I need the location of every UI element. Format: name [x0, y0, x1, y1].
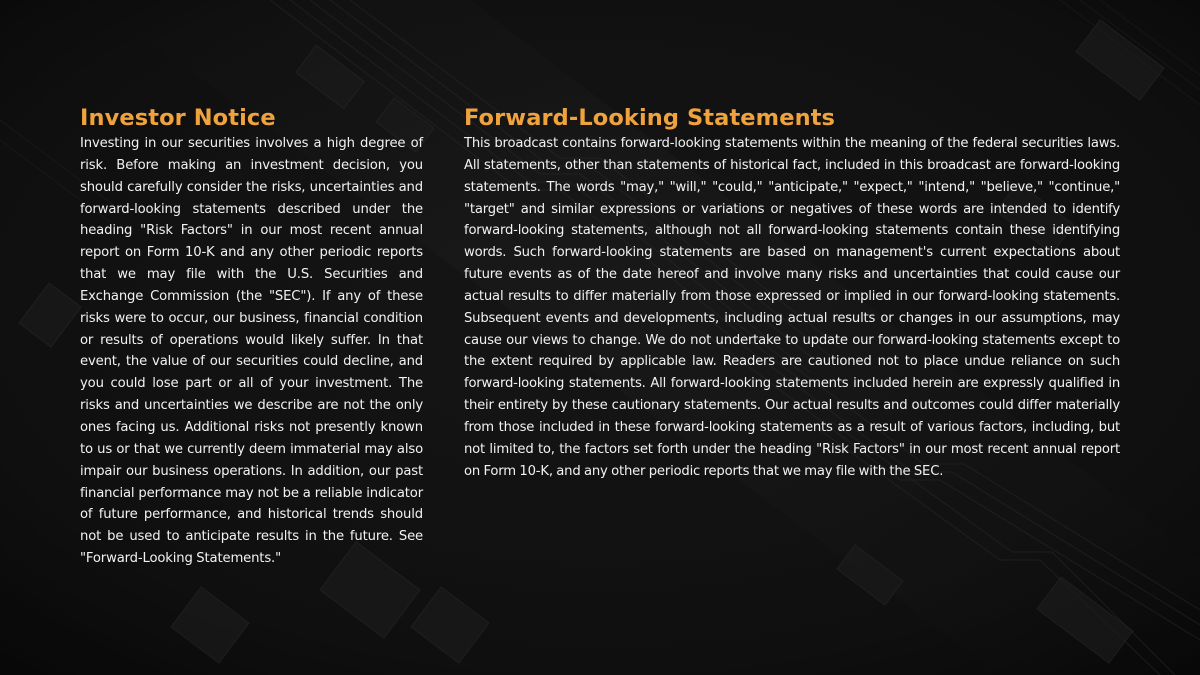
- investor-notice-body: Investing in our securities involves a high degree of risk. Before making an investment decision, you should carefully consider the risks, uncertainties and forward-looking statements described under the heading "Risk Factors" in our most recent annual report on Form 10-K and any other periodic reports that we may file with the U.S. Securities and Exchange Commission (the "SEC"). If any of these risks were to occur, our business, financial condition or results of operations would likely suffer. In that event, the value of our securities could decline, and you could lose part or all of your investment. The risks and uncertainties we describe are not the only ones facing us. Additional risks not presently known to us or that we currently deem immaterial may also impair our business operations. In addition, our past financial performance may not be a reliable indicator of future performance, and historical trends should not be used to anticipate results in the future. See "Forward-Looking Statements.": [80, 136, 423, 567]
- investor-notice-section: [80, 104, 423, 570]
- investor-notice-title: Investor Notice: [80, 105, 276, 131]
- forward-looking-title: Forward-Looking Statements: [464, 105, 836, 131]
- forward-looking-section: [464, 104, 1120, 483]
- forward-looking-body: This broadcast contains forward-looking statements within the meaning of the federal securities laws. All statements, other than statements of historical fact, included in this broadcast are forward-looking statements. The words "may," "will," "could," "anticipate," "expect," "intend," "believe," "continue," "target" and similar expressions or variations or negatives of these words are intended to identify forward-looking statements, although not all forward-looking statements contain these identifying words. Such forward-looking statements are based on management's current expectations about future events as of the date hereof and involve many risks and uncertainties that could cause our actual results to differ materially from those expressed or implied in our forward-looking statements. Subsequent events and developments, including actual results or changes in our assumptions, may cause our views to change. We do not undertake to update our forward-looking statements except to the extent required by applicable law. Readers are cautioned not to place undue reliance on such forward-looking statements. All forward-looking statements included herein are expressly qualified in their entirety by these cautionary statements. Our actual results and outcomes could differ materially from those included in these forward-looking statements as a result of various factors, including, but not limited to, the factors set forth under the heading "Risk Factors" in our most recent annual report on Form 10-K, and any other periodic reports that we may file with the SEC.: [464, 136, 1120, 479]
